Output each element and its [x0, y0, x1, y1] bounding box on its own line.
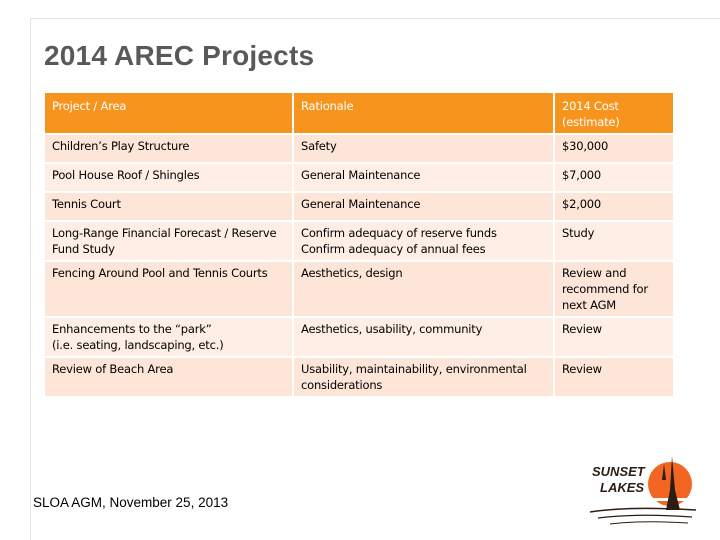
cell-project: Pool House Roof / Shingles	[45, 164, 294, 193]
table-row	[45, 358, 675, 398]
table-header-row	[45, 93, 675, 135]
cell-cost: Review and recommend for next AGM	[555, 262, 675, 318]
cell-cost: $7,000	[555, 164, 675, 193]
cell-rationale: Aesthetics, design	[294, 262, 555, 318]
cell-rationale: Usability, maintainability, environmental considerations	[294, 358, 555, 398]
cell-rationale: Safety	[294, 135, 555, 164]
header-project: Project / Area	[45, 93, 294, 135]
cell-cost: $2,000	[555, 193, 675, 222]
cell-project: Long-Range Financial Forecast / Reserve Fund Study	[45, 222, 294, 262]
table-row	[45, 164, 675, 193]
logo-text-line1: SUNSET	[592, 464, 645, 479]
header-rationale: Rationale	[294, 93, 555, 135]
cell-project: Fencing Around Pool and Tennis Courts	[45, 262, 294, 318]
logo-text-line2: LAKES	[600, 480, 645, 495]
cell-project: Review of Beach Area	[45, 358, 294, 398]
cell-project: Tennis Court	[45, 193, 294, 222]
table-row	[45, 222, 675, 262]
sunset-lakes-logo	[588, 450, 698, 530]
table-row	[45, 262, 675, 318]
cell-rationale: General Maintenance	[294, 193, 555, 222]
shoreline-icon	[590, 508, 696, 512]
projects-table	[45, 93, 675, 398]
table-row	[45, 135, 675, 164]
slide-footer: SLOA AGM, November 25, 2013	[33, 495, 229, 510]
cell-cost: Review	[555, 358, 675, 398]
cell-rationale: Aesthetics, usability, community	[294, 318, 555, 358]
cell-cost: Study	[555, 222, 675, 262]
cell-rationale: Confirm adequacy of reserve funds Confirm adequacy of annual fees	[294, 222, 555, 262]
table-row	[45, 193, 675, 222]
header-cost: 2014 Cost (estimate)	[555, 93, 675, 135]
slide-title: 2014 AREC Projects	[44, 40, 315, 71]
cell-rationale: General Maintenance	[294, 164, 555, 193]
cell-cost: Review	[555, 318, 675, 358]
cell-project: Enhancements to the “park” (i.e. seating, landscaping, etc.)	[45, 318, 294, 358]
cell-cost: $30,000	[555, 135, 675, 164]
table-row	[45, 318, 675, 358]
cell-project: Children’s Play Structure	[45, 135, 294, 164]
